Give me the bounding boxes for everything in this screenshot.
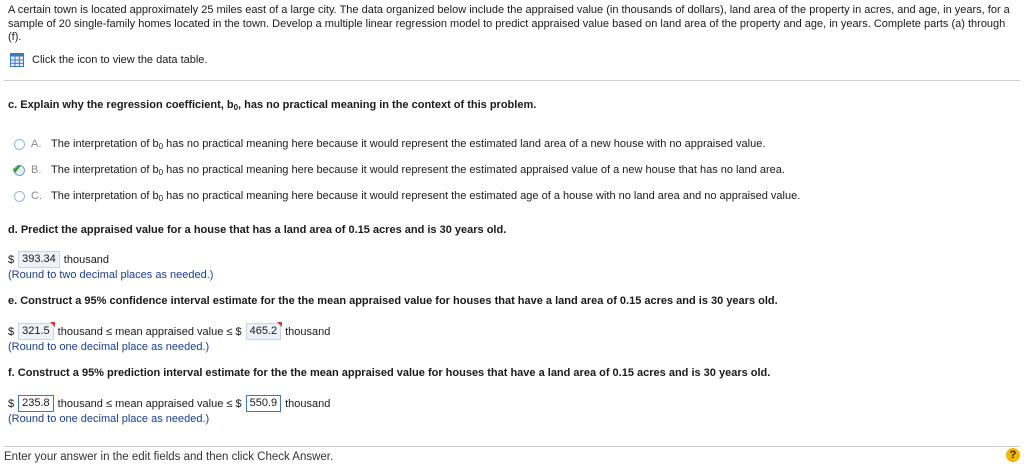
option-letter: B. [31, 164, 42, 176]
data-table-link[interactable] [10, 53, 207, 67]
question-d: d. Predict the appraised value for a house that has a land area of 0.15 acres and is 30 years old. [8, 224, 507, 236]
divider [4, 80, 1020, 81]
option-text: The interpretation of $b_0$ has no practical meaning here because it would represent the estimated age of a house with no land area and no appraised value. [51, 189, 801, 203]
footer-instructions: Enter your answer in the edit fields and then click Check Answer. [4, 451, 334, 463]
option-text: The interpretation of $b_0$ has no practical meaning here because it would represent the estimated appraised value of a new house that has no land area. [51, 163, 785, 177]
answer-f [8, 395, 330, 412]
data-table-link-text[interactable]: Click the icon to view the data table. [32, 54, 208, 66]
option-letter: A. [31, 138, 42, 150]
option-text: The interpretation of $b_0$ has no practical meaning here because it would represent the estimated land area of a new house with no appraised value. [51, 137, 766, 151]
dollar-sign: $ [8, 325, 15, 338]
checkmark-icon: ✔ [12, 161, 23, 176]
interval-text: thousand ≤ mean appraised value ≤ $ [57, 397, 242, 410]
rounding-note-e: (Round to one decimal place as needed.) [8, 341, 210, 353]
unit-label: thousand [63, 253, 110, 266]
rounding-note-d: (Round to two decimal places as needed.) [8, 269, 214, 281]
radio-option-a[interactable] [14, 139, 25, 150]
ci-lower-field[interactable]: 321.5 [18, 323, 54, 340]
help-icon[interactable]: ? [1006, 448, 1020, 462]
answer-e [8, 323, 330, 340]
footer-divider [4, 446, 1020, 447]
radio-option-b[interactable] [12, 161, 25, 176]
ci-upper-field[interactable]: 465.2 [246, 323, 282, 340]
question-e: e. Construct a 95% confidence interval estimate for the the mean appraised value for houses that have a land area of 0.15 acres and is 30 years old. [8, 295, 778, 307]
dollar-sign: $ [8, 397, 15, 410]
rounding-note-f: (Round to one decimal place as needed.) [8, 413, 210, 425]
question-c: c. Explain why the regression coefficient, $b_0$, has no practical meaning in the context of this problem. [8, 99, 537, 112]
radio-option-c[interactable] [14, 191, 25, 202]
unit-label: thousand [285, 397, 331, 410]
question-f: f. Construct a 95% prediction interval estimate for the the mean appraised value for houses that have a land area of 0.15 acres and is 30 years old. [8, 367, 771, 379]
unit-label: thousand [285, 325, 331, 338]
pi-upper-field[interactable]: 550.9 [246, 395, 282, 412]
pi-lower-field[interactable]: 235.8 [18, 395, 54, 412]
problem-statement: A certain town is located approximately 25 miles east of a large city. The data organized below include the appraised value (in thousands of dollars), land area of the property in acres, and age, in years, for a sample of 20 single-family homes located in the town. Develop a multiple linear regression model to predict appraised value based on land area of the property and age, in years. Complete parts (a) through (f). [8, 4, 1010, 43]
dollar-sign: $ [8, 253, 15, 266]
option-b[interactable] [14, 163, 785, 177]
interval-text: thousand ≤ mean appraised value ≤ $ [57, 325, 242, 338]
table-icon[interactable] [10, 53, 24, 67]
option-c[interactable] [14, 189, 800, 203]
predicted-value-field[interactable]: 393.34 [18, 251, 60, 268]
option-letter: C. [31, 190, 42, 202]
option-a[interactable] [14, 137, 765, 151]
answer-d [8, 251, 109, 268]
